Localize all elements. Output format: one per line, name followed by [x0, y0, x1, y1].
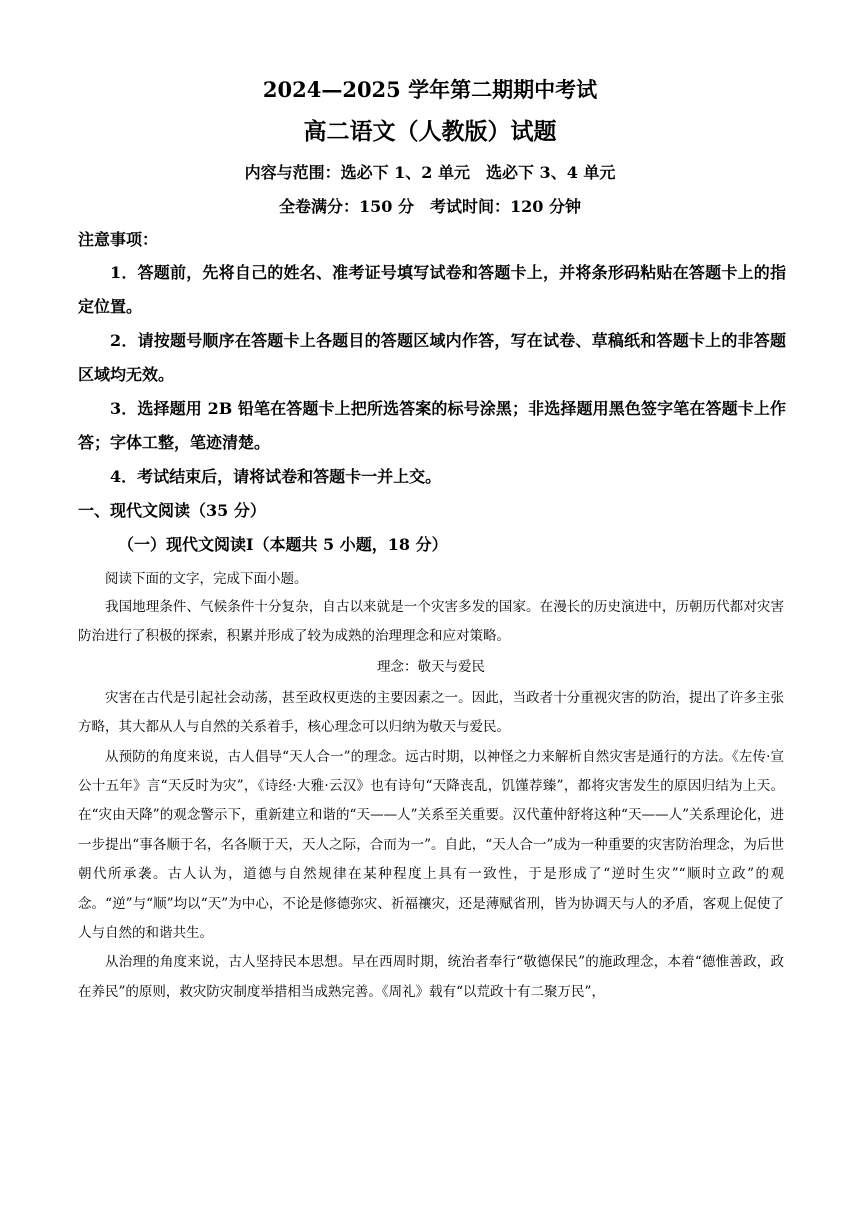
notice-block	[78, 228, 786, 494]
exam-scope: 内容与范围：选必下 1、2 单元 选必下 3、4 单元	[244, 163, 616, 182]
passage-paragraph: 灾害在古代是引起社会动荡，甚至政权更迭的主要因素之一。因此，当政者十分重视灾害的防治，提出了许多主张方略，其大都从人与自然的关系着手，核心理念可以归纳为敬天与爱民。	[78, 689, 784, 736]
exam-title: 2024—2025 学年第二期期中考试	[262, 77, 598, 102]
subject-title: 高二语文（人教版）试题	[303, 118, 557, 145]
reading-instruction: 阅读下面的文字，完成下面小题。	[105, 571, 308, 587]
passage-paragraph: 我国地理条件、气候条件十分复杂，自古以来就是一个灾害多发的国家。在漫长的历史演进中，历朝历代都对灾害防治进行了积极的探索，积累并形成了较为成熟的治理理念和应对策略。	[78, 599, 784, 645]
notice-item: 4．考试结束后，请将试卷和答题卡一并上交。	[110, 467, 442, 486]
notice-item: 2．请按题号顺序在答题卡上各题目的答题区域内作答，写在试卷、草稿纸和答题卡上的非答题区域均无效。	[78, 331, 786, 384]
section-heading: 一、现代文阅读（35 分）	[78, 501, 266, 520]
passage-paragraph: 从治理的角度来说，古人坚持民本思想。早在西周时期，统治者奉行“敬德保民”的施政理念，本着“德惟善政，政在养民”的原则，救灾防灾制度举措相当成熟完善。《周礼》载有“以荒政十有二聚万民”，	[78, 954, 784, 1000]
score-and-time: 全卷满分：150 分 考试时间：120 分钟	[279, 197, 581, 216]
notice-item: 1．答题前，先将自己的姓名、准考证号填写试卷和答题卡上，并将条形码粘贴在答题卡上的指定位置。	[78, 263, 786, 316]
notice-heading: 注意事项：	[78, 230, 159, 249]
notice-item: 3．选择题用 2B 铅笔在答题卡上把所选答案的标号涂黑；非选择题用黑色签字笔在答题卡上作答；字体工整，笔迹清楚。	[78, 399, 786, 452]
subsection-heading: （一）现代文阅读Ⅰ（本题共 5 小题，18 分）	[118, 535, 448, 554]
passage-paragraph: 从预防的角度来说，古人倡导“天人合一”的理念。远古时期，以神怪之力来解析自然灾害是通行的方法。《左传·宣公十五年》言“天反时为灾”，《诗经·大雅·云汉》也有诗句“天降丧乱，饥馑荐臻”，都将灾害发生的原因归结为上天。在“灾由天降”的观念警示下，重新建立和谐的“天——人”关系至关重要。汉代董仲舒将这种“天——人”关系理论化，进一步提出“事各顺于名，名各顺于天，天人之际，合而为一”。自此，“天人合一”成为一种重要的灾害防治理念，为后世朝代所承袭。古人认为，道德与自然规律在某种程度上具有一致性，于是形成了“逆时生灾”“顺时立政”的观念。“逆”与“顺”均以“天”为中心，不论是修德弥灾、祈福禳灾，还是薄赋省刑，皆为协调天与人的矛盾，客观上促使了人与自然的和谐共生。	[78, 748, 784, 942]
reading-passage	[78, 567, 784, 1007]
passage-subheading: 理念：敬天与爱民	[377, 658, 485, 675]
